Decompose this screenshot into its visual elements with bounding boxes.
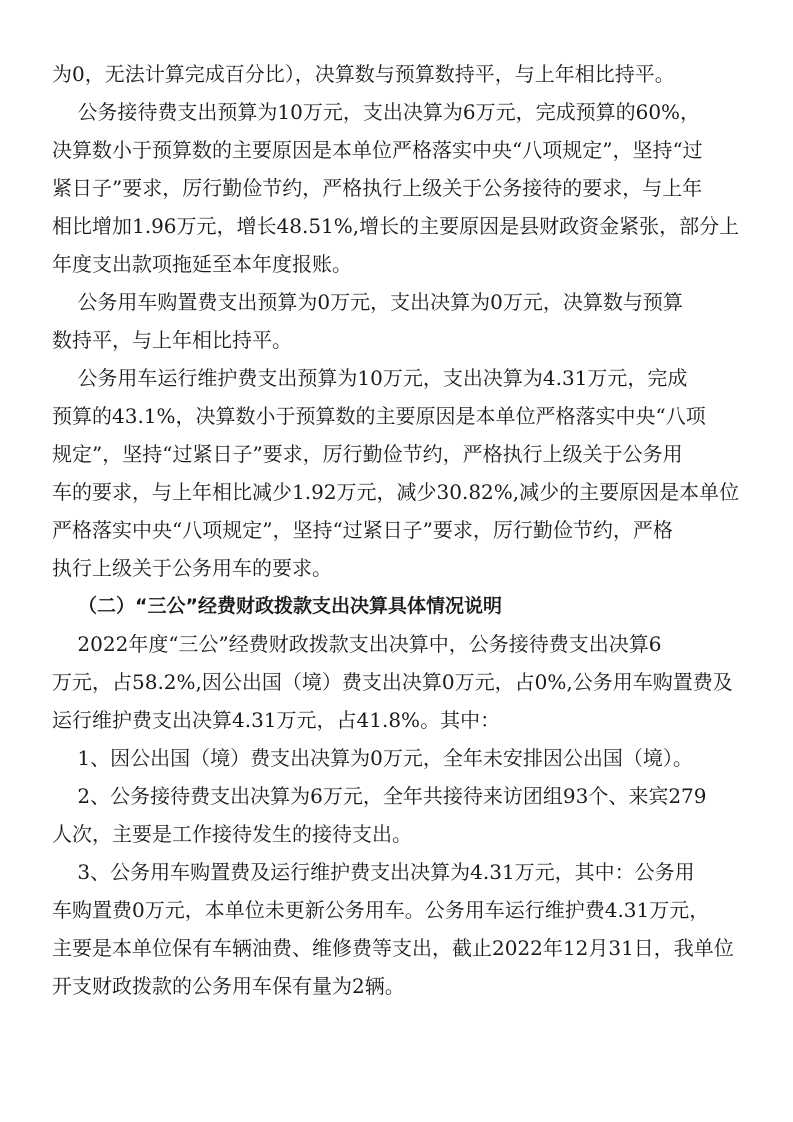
text-line: 紧日子”要求，厉行勤俭节约，严格执行上级关于公务接待的要求，与上年 <box>52 176 703 200</box>
paragraph-summary <box>52 625 742 739</box>
text-line: 2022年度“三公”经费财政拨款支出决算中，公务接待费支出决算6 <box>52 632 662 656</box>
text-line: 运行维护费支出决算4.31万元，占41.8%。其中： <box>52 708 501 732</box>
paragraph-vehicle-purchase <box>52 283 742 359</box>
text-line: 3、公务用车购置费及运行维护费支出决算为4.31万元，其中：公务用 <box>52 860 695 884</box>
text-line: 规定”，坚持“过紧日子”要求，厉行勤俭节约，严格执行上级关于公务用 <box>52 442 683 466</box>
text-line: 公务接待费支出预算为10万元，支出决算为6万元，完成预算的60%， <box>52 100 701 124</box>
text-line: 车购置费0万元，本单位未更新公务用车。公务用车运行维护费4.31万元， <box>52 898 710 922</box>
paragraph-reception-expense <box>52 93 742 283</box>
paragraph-item-3 <box>52 853 742 1005</box>
text-line: 严格落实中央“八项规定”，坚持“过紧日子”要求，厉行勤俭节约，严格 <box>52 518 673 542</box>
paragraph-vehicle-maintenance <box>52 359 742 587</box>
text-line: 开支财政拨款的公务用车保有量为2辆。 <box>52 974 405 998</box>
paragraph-carryover <box>52 55 742 93</box>
document-page <box>52 55 742 1005</box>
text-line: 公务用车运行维护费支出预算为10万元，支出决算为4.31万元，完成 <box>52 366 688 390</box>
text-line: 数持平，与上年相比持平。 <box>52 328 292 352</box>
text-line: 2、公务接待费支出决算为6万元，全年共接待来访团组93个、来宾279 <box>52 784 707 808</box>
text-line: 为0，无法计算完成百分比），决算数与预算数持平，与上年相比持平。 <box>52 62 675 86</box>
text-line: 人次，主要是工作接待发生的接待支出。 <box>52 822 412 846</box>
text-line: 主要是本单位保有车辆油费、维修费等支出，截止2022年12月31日，我单位 <box>52 936 734 960</box>
text-line: 预算的43.1%，决算数小于预算数的主要原因是本单位严格落实中央“八项 <box>52 404 706 428</box>
text-line: 执行上级关于公务用车的要求。 <box>52 556 332 580</box>
text-line: 1、因公出国（境）费支出决算为0万元，全年未安排因公出国（境）。 <box>52 746 693 770</box>
text-line: 决算数小于预算数的主要原因是本单位严格落实中央“八项规定”，坚持“过 <box>52 138 703 162</box>
text-line: 万元，占58.2%,因公出国（境）费支出决算0万元，占0%,公务用车购置费及 <box>52 670 733 694</box>
text-line: 年度支出款项拖延至本年度报账。 <box>52 252 352 276</box>
section-heading: （二）“三公”经费财政拨款支出决算具体情况说明 <box>78 595 502 617</box>
text-line: 公务用车购置费支出预算为0万元，支出决算为0万元，决算数与预算 <box>52 290 683 314</box>
text-line: 车的要求，与上年相比减少1.92万元，减少30.82%,减少的主要原因是本单位 <box>52 480 740 504</box>
text-line: 相比增加1.96万元，增长48.51%,增长的主要原因是县财政资金紧张，部分上 <box>52 214 740 238</box>
paragraph-item-2 <box>52 777 742 853</box>
paragraph-item-1 <box>52 739 742 777</box>
